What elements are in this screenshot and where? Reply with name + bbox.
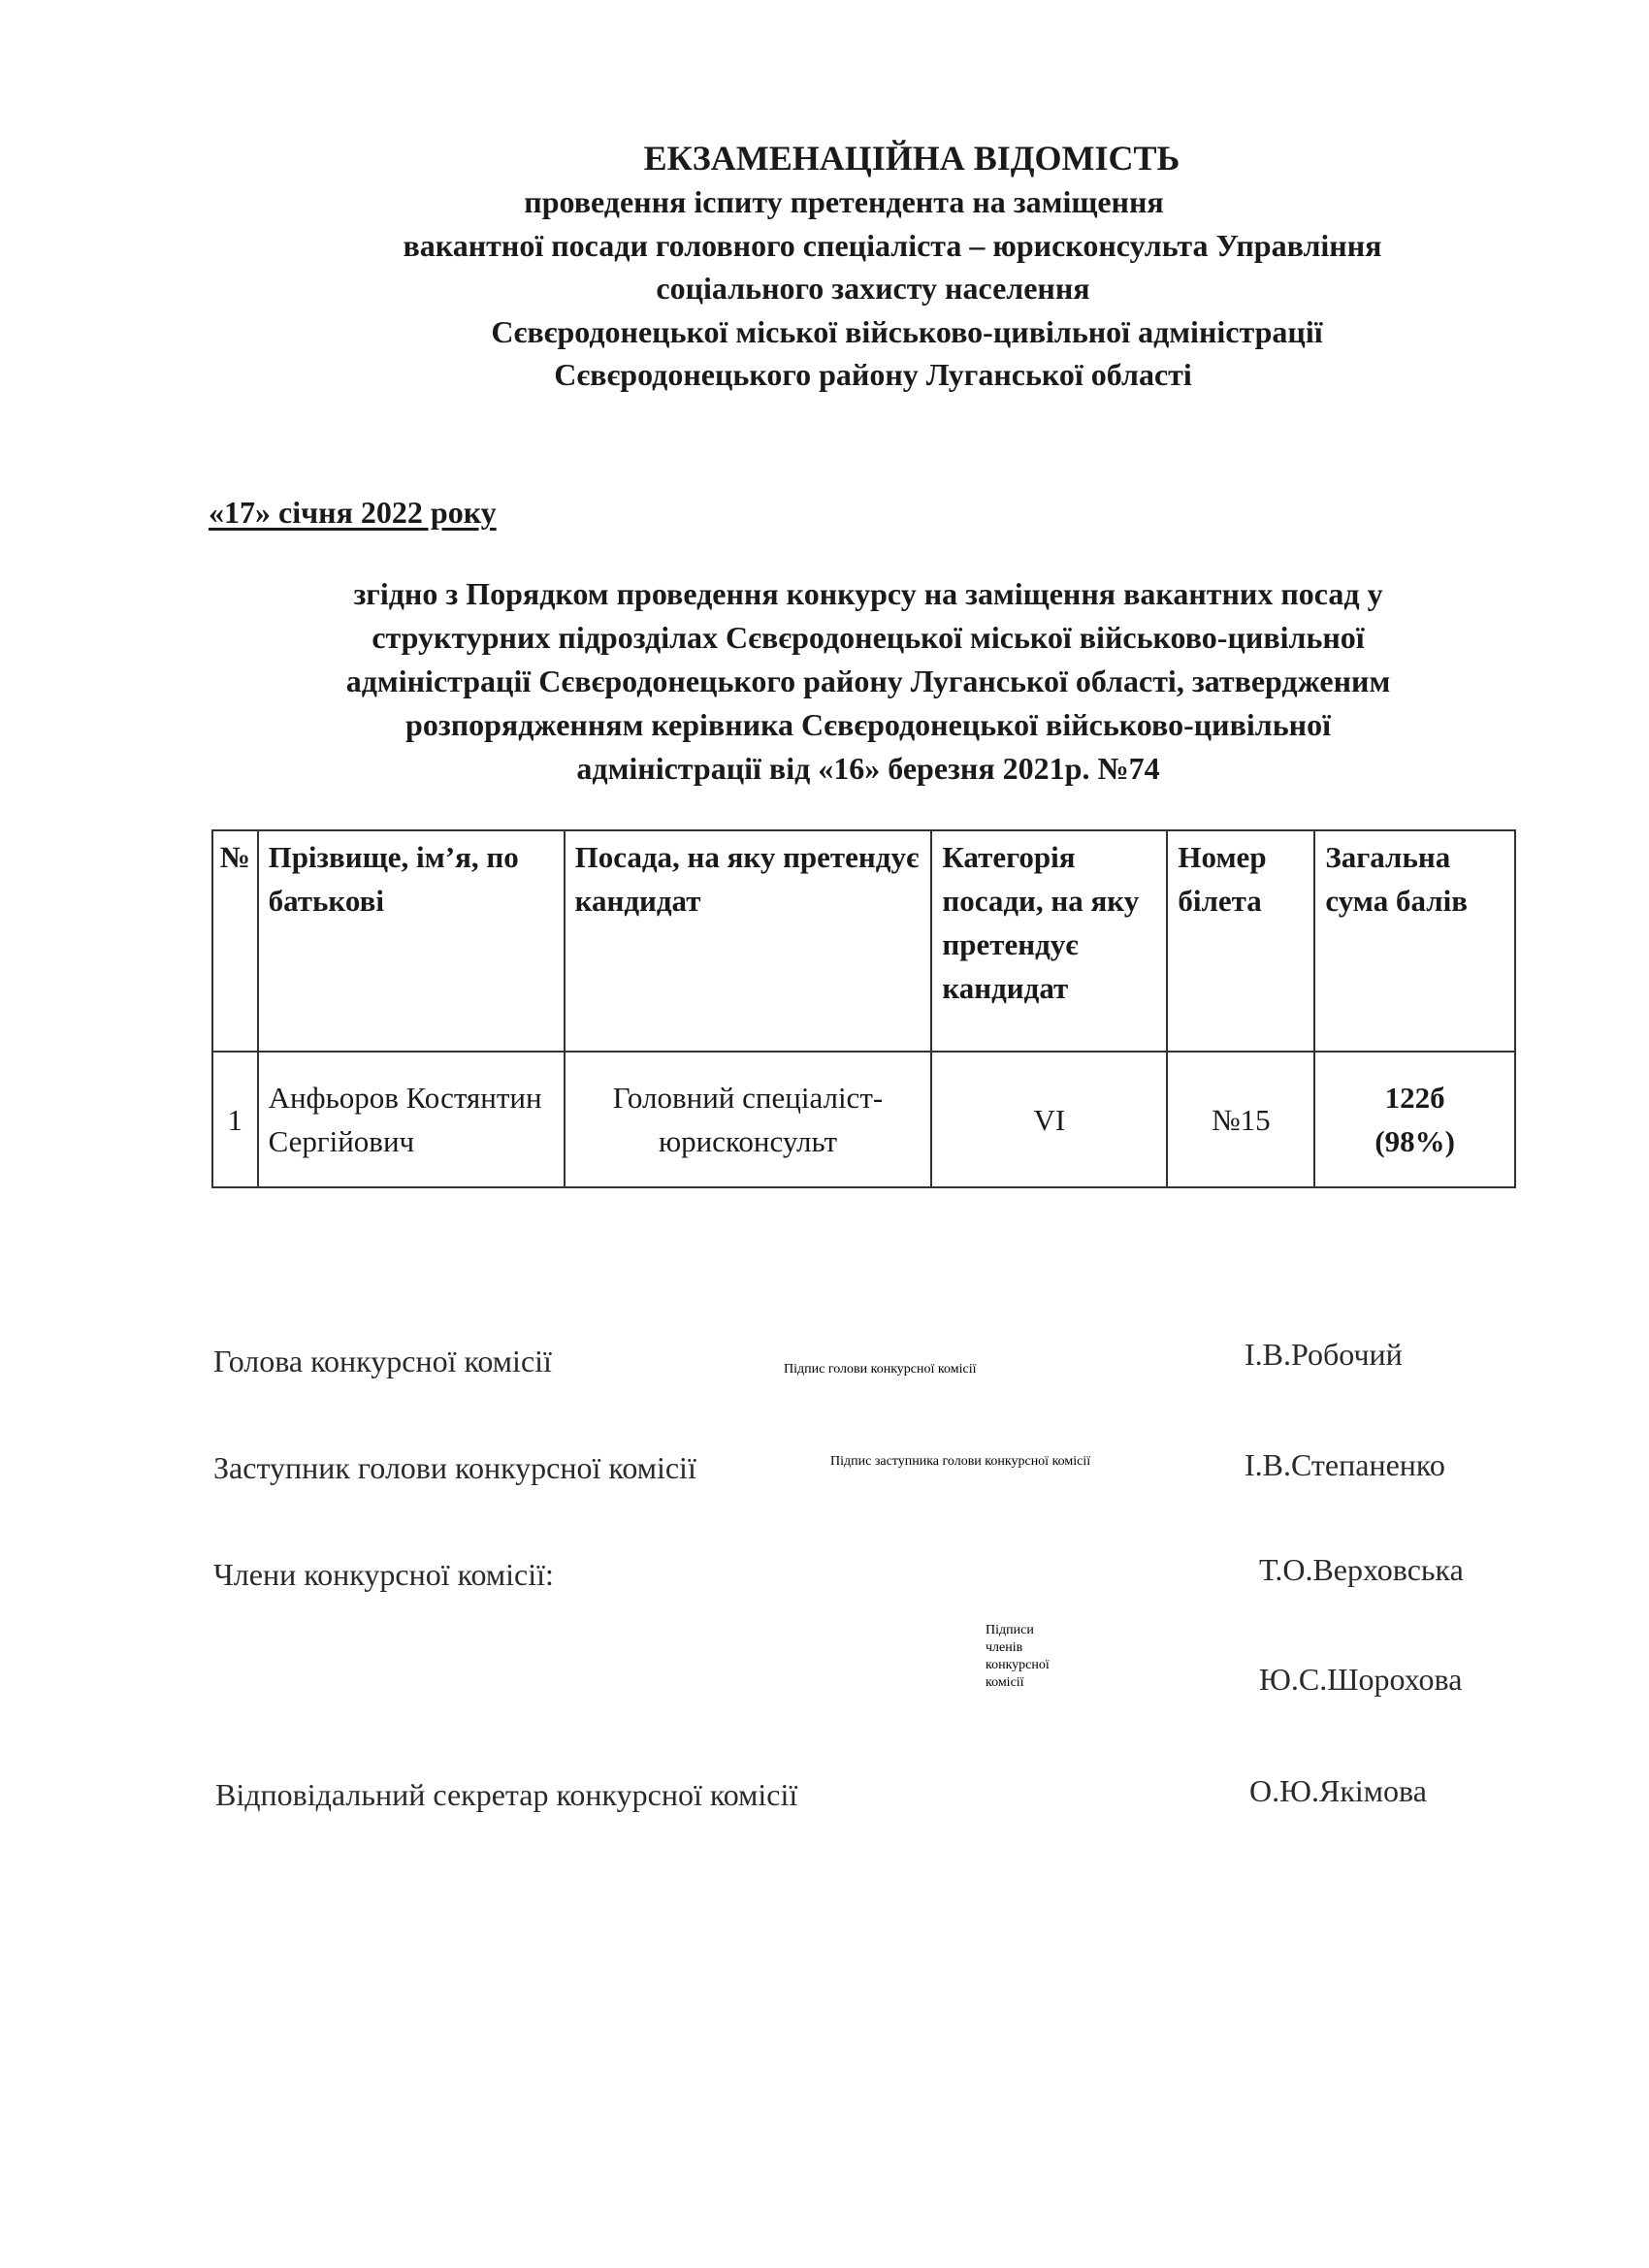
legal-basis	[223, 572, 1513, 791]
members-signatures	[986, 1622, 1050, 1692]
cell-full-name: Анфьоров Костянтин Сергійович	[258, 1052, 565, 1187]
results-table	[211, 829, 1516, 1188]
table-header-row	[212, 830, 1515, 1052]
basis-line: згідно з Порядком проведення конкурсу на заміщення вакантних посад у	[353, 576, 1383, 611]
members-label: Члени конкурсної комісії:	[213, 1557, 554, 1592]
note-line: Підписи	[986, 1623, 1034, 1637]
basis-line: адміністрації Сєвєродонецького району Луганської області, затвердженим	[345, 664, 1391, 698]
secretary-label: Відповідальний секретар конкурсної комісії	[215, 1777, 798, 1812]
cell-ticket: №15	[1167, 1052, 1314, 1187]
header-category: Категорія посади, на яку претендує кандидат	[931, 830, 1167, 1052]
note-line: членів	[986, 1640, 1023, 1655]
cell-category: VI	[931, 1052, 1167, 1187]
basis-line: розпорядженням керівника Сєвєродонецької військово-цивільної	[405, 707, 1331, 742]
note-line: конкурсної	[986, 1658, 1050, 1672]
subtitle-line: соціального захисту населення	[656, 271, 1090, 306]
document-header	[194, 136, 1552, 397]
header-number: №	[212, 830, 258, 1052]
chair-name: І.В.Робочий	[1245, 1337, 1403, 1372]
header-ticket: Номер білета	[1167, 830, 1314, 1052]
member-name: Ю.С.Шорохова	[1259, 1662, 1463, 1697]
cell-number: 1	[212, 1052, 258, 1187]
subtitle-line: Сєвєродонецької міської військово-цивільної адміністрації	[491, 313, 1323, 349]
secretary-name: О.Ю.Якімова	[1249, 1773, 1427, 1808]
table-row	[212, 1052, 1515, 1187]
score-points: 122б	[1384, 1081, 1445, 1115]
cell-total-score	[1314, 1052, 1515, 1187]
note-line: комісії	[986, 1675, 1024, 1690]
exam-date: «17» січня 2022 року	[209, 495, 497, 530]
document-title: ЕКЗАМЕНАЦІЙНА ВІДОМІСТЬ	[643, 139, 1180, 178]
score-percent: (98%)	[1374, 1124, 1455, 1158]
chair-signature: Підпис голови конкурсної комісії	[784, 1362, 977, 1377]
subtitle-line: вакантної посади головного спеціаліста – юрисконсульта Управління	[403, 227, 1382, 263]
basis-line: структурних підрозділах Сєвєродонецької міської військово-цивільної	[372, 620, 1365, 655]
deputy-label: Заступник голови конкурсної комісії	[213, 1450, 696, 1485]
chair-label: Голова конкурсної комісії	[213, 1344, 552, 1378]
basis-line: адміністрації від «16» березня 2021р. №74	[576, 751, 1160, 786]
member-name: Т.О.Верховська	[1259, 1552, 1464, 1587]
header-full-name: Прізвище, ім’я, по батькові	[258, 830, 565, 1052]
header-position: Посада, на яку претендує кандидат	[565, 830, 932, 1052]
subtitle-line: Сєвєродонецького району Луганської області	[554, 357, 1192, 392]
deputy-signature: Підпис заступника голови конкурсної комісії	[830, 1454, 1091, 1469]
cell-position: Головний спеціаліст-юрисконсульт	[565, 1052, 932, 1187]
subtitle-line: проведення іспиту претендента на заміщення	[524, 184, 1164, 219]
header-total-score: Загальна сума балів	[1314, 830, 1515, 1052]
deputy-name: І.В.Степаненко	[1245, 1447, 1445, 1482]
